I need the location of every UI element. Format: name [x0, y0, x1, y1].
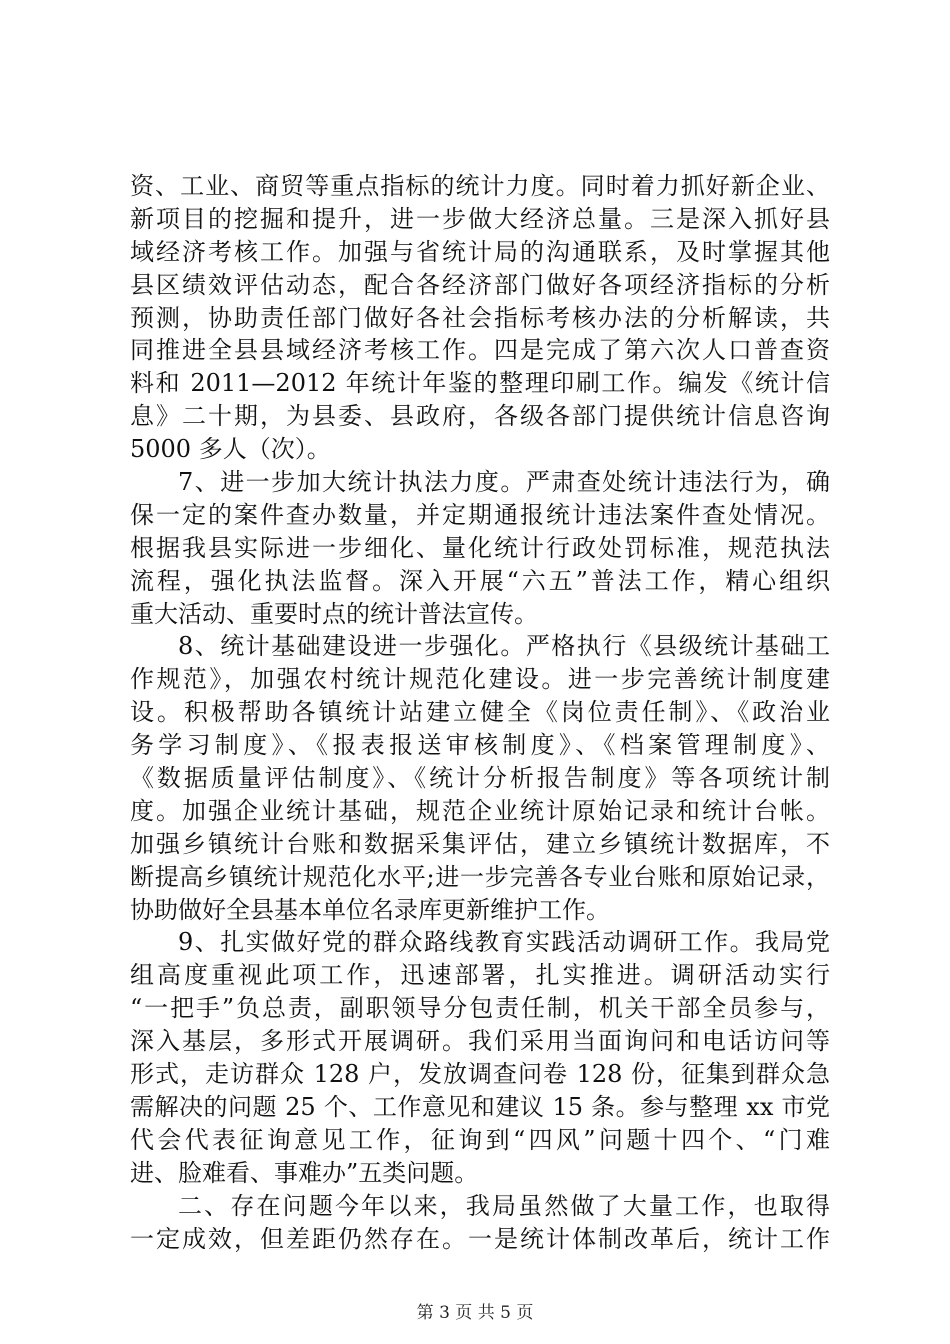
text-line: 设。积极帮助各镇统计站建立健全《岗位责任制》、《政治业 — [130, 698, 830, 727]
text-line: “一把手”负总责，副职领导分包责任制，机关干部全员参与， — [130, 994, 830, 1023]
text-line: 流程，强化执法监督。深入开展“六五”普法工作，精心组织 — [130, 566, 830, 595]
text-line: 进、脸难看、事难办”五类问题。 — [130, 1158, 479, 1187]
text-line: 加强乡镇统计台账和数据采集评估，建立乡镇统计数据库，不 — [130, 829, 830, 858]
text-line: 《数据质量评估制度》、《统计分析报告制度》等各项统计制 — [130, 764, 830, 793]
text-line: 7、进一步加大统计执法力度。严肃查处统计违法行为，确 — [178, 468, 830, 497]
text-line: 同推进全县县域经济考核工作。四是完成了第六次人口普查资 — [130, 336, 830, 365]
body-text — [130, 170, 830, 1255]
text-line: 形式，走访群众 128 户，发放调查问卷 128 份，征集到群众急 — [130, 1060, 830, 1089]
text-line: 作规范》，加强农村统计规范化建设。进一步完善统计制度建 — [130, 665, 830, 694]
text-line: 务学习制度》、《报表报送审核制度》、《档案管理制度》、 — [130, 731, 830, 760]
text-line: 协助做好全县基本单位名录库更新维护工作。 — [130, 895, 610, 924]
text-line: 二、存在问题今年以来，我局虽然做了大量工作，也取得 — [178, 1191, 830, 1220]
text-line: 预测，协助责任部门做好各社会指标考核办法的分析解读，共 — [130, 303, 830, 332]
text-line: 资、工业、商贸等重点指标的统计力度。同时着力抓好新企业、 — [130, 172, 830, 200]
page-number: 第 3 页 共 5 页 — [416, 1303, 534, 1323]
text-line: 需解决的问题 25 个、工作意见和建议 15 条。参与整理 xx 市党 — [130, 1092, 830, 1121]
text-line: 息》二十期，为县委、县政府，各级各部门提供统计信息咨询 — [130, 402, 830, 431]
text-line: 新项目的挖掘和提升，进一步做大经济总量。三是深入抓好县 — [130, 204, 830, 233]
text-line: 域经济考核工作。加强与省统计局的沟通联系，及时掌握其他 — [130, 237, 830, 266]
text-line: 组高度重视此项工作，迅速部署，扎实推进。调研活动实行 — [130, 961, 830, 990]
text-line: 断提高乡镇统计规范化水平;进一步完善各专业台账和原始记录， — [130, 862, 830, 891]
text-line: 深入基层，多形式开展调研。我们采用当面询问和电话访问等 — [130, 1027, 830, 1056]
text-line: 县区绩效评估动态，配合各经济部门做好各项经济指标的分析 — [130, 270, 830, 299]
page-footer — [0, 1301, 950, 1325]
text-line: 8、统计基础建设进一步强化。严格执行《县级统计基础工 — [178, 632, 830, 661]
text-line: 度。加强企业统计基础，规范企业统计原始记录和统计台帐。 — [130, 796, 830, 825]
text-line: 9、扎实做好党的群众路线教育实践活动调研工作。我局党 — [178, 928, 830, 957]
text-line: 料和 2011—2012 年统计年鉴的整理印刷工作。编发《统计信 — [130, 369, 830, 398]
text-line: 一定成效，但差距仍然存在。一是统计体制改革后，统计工作 — [130, 1224, 830, 1253]
text-line: 5000 多人（次）。 — [130, 435, 331, 464]
text-line: 代会代表征询意见工作，征询到“四风”问题十四个、“门难 — [130, 1125, 830, 1154]
text-line: 重大活动、重要时点的统计普法宣传。 — [130, 599, 538, 628]
text-line: 根据我县实际进一步细化、量化统计行政处罚标准，规范执法 — [130, 533, 830, 562]
text-line: 保一定的案件查办数量，并定期通报统计违法案件查处情况。 — [130, 500, 830, 529]
